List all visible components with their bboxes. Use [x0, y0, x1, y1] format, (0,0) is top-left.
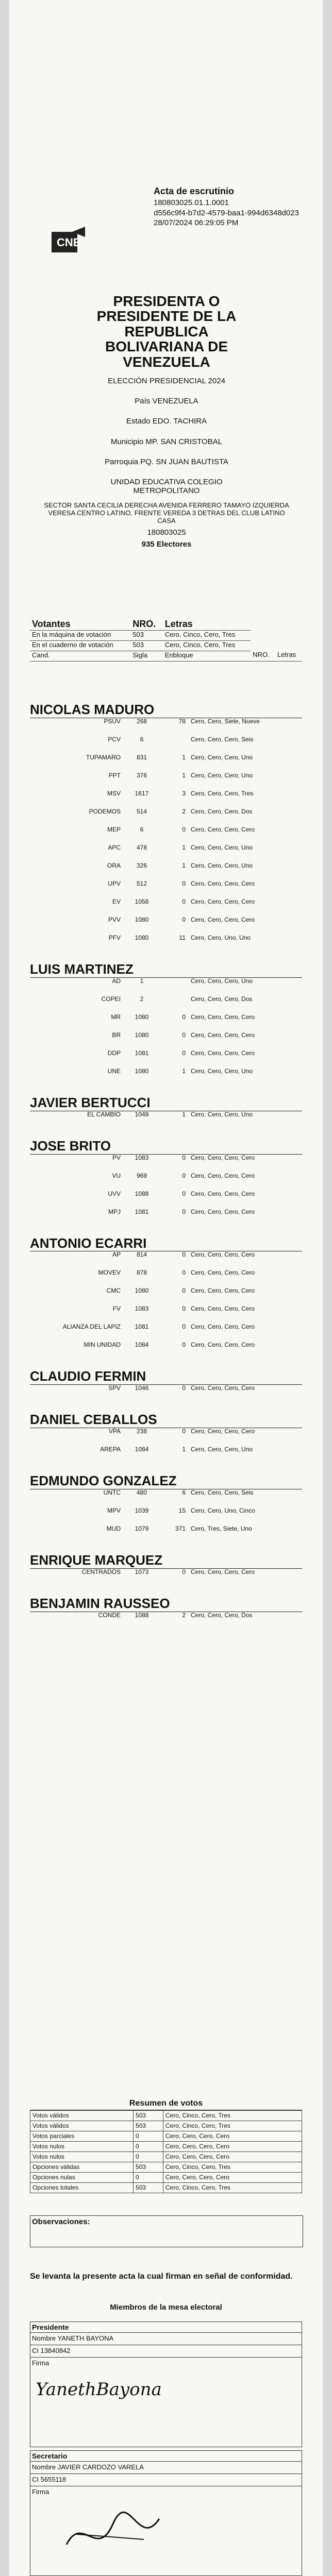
party-letras: Cero, Cero, Cero, Cero [191, 1049, 255, 1057]
party-nro: 15 [178, 1507, 186, 1515]
party-sigla: AREPA [100, 1446, 121, 1453]
party-sigla: CENTRADOS [81, 1568, 121, 1576]
party-row [30, 1428, 302, 1446]
party-nro: 0 [182, 1305, 186, 1313]
party-nro: 0 [182, 1049, 186, 1057]
table-row: En la máquina de votación 503 Cero, Cinco, Cero, Tres [30, 630, 302, 640]
party-nro: 1 [182, 1067, 186, 1075]
party-enbloque: 1058 [135, 897, 149, 905]
party-row [30, 1155, 302, 1173]
party-sigla: VPA [108, 1428, 121, 1435]
municipio: Municipio MP. SAN CRISTOBAL [110, 437, 223, 446]
party-sigla: PSUV [104, 717, 121, 725]
party-enbloque: 1039 [135, 1507, 149, 1515]
party-sigla: PFV [108, 934, 121, 941]
party-enbloque: 6 [140, 735, 144, 743]
candidate-name: BENJAMIN RAUSSEO [30, 1596, 302, 1612]
candidate-name: JOSE BRITO [30, 1139, 302, 1155]
party-sigla: APC [108, 843, 121, 851]
party-enbloque: 1080 [135, 934, 149, 941]
party-sigla: DDP [107, 1049, 121, 1057]
party-row [30, 1173, 302, 1191]
signature-icon [61, 2503, 164, 2565]
party-row [30, 754, 302, 772]
party-enbloque: 1080 [135, 916, 149, 923]
party-nro: 2 [182, 1611, 186, 1619]
party-row [30, 862, 302, 880]
observaciones-label: Observaciones: [32, 2217, 90, 2226]
party-sigla: MOVEV [98, 1269, 121, 1277]
direccion: SECTOR SANTA CECILIA DERECHA AVENIDA FERRERO TAMAYO IZQUIERDA VERESA CENTRO LATINO. FRENTE VEREDA 3 DETRAS DEL CLUB LATINO CASA [44, 501, 289, 524]
member-box [30, 2321, 302, 2447]
party-enbloque: 268 [136, 717, 147, 725]
centro-code: 180803025 [147, 528, 186, 537]
svg-text:CNE: CNE [57, 236, 81, 249]
title-line2: PRESIDENTE DE LA [96, 308, 237, 325]
party-row [30, 1324, 302, 1342]
party-letras: Cero, Cero, Cero, Cero [191, 1428, 255, 1435]
party-letras: Cero, Cero, Cero, Uno [191, 1446, 253, 1453]
acta-hash-short: d556c9f4-b7d2-4579-baa1-994d6348d023 [154, 208, 299, 217]
title-line5: VENEZUELA [123, 353, 210, 370]
candidate-name: ENRIQUE MARQUEZ [30, 1553, 302, 1569]
party-enbloque: 1073 [135, 1568, 149, 1576]
party-sigla: UNTC [103, 1489, 121, 1497]
party-sigla: CMC [106, 1287, 121, 1295]
party-enbloque: 1088 [135, 1190, 149, 1197]
party-sigla: FV [112, 1305, 121, 1313]
party-letras: Cero, Cero, Cero, Cero [191, 1269, 255, 1277]
party-sigla: BR [112, 1031, 121, 1039]
party-sigla: ALIANZA DEL LAPIZ [62, 1323, 121, 1331]
party-row [30, 1014, 302, 1032]
votantes-section [30, 618, 302, 662]
party-enbloque: 1081 [135, 1323, 149, 1331]
party-nro: 6 [182, 1489, 186, 1497]
party-letras: Cero, Cero, Cero, Uno [191, 843, 253, 851]
party-nro: 1 [182, 843, 186, 851]
party-row [30, 1385, 302, 1403]
party-sigla: PCV [108, 735, 121, 743]
party-enbloque: 878 [136, 1269, 147, 1277]
party-sigla: TUPAMARO [86, 753, 121, 761]
title-line1: PRESIDENTA O [113, 293, 220, 309]
party-sigla: MPV [107, 1507, 121, 1515]
member-role: Presidente [30, 2322, 302, 2333]
party-row [30, 826, 302, 844]
party-nro: 0 [182, 1384, 186, 1392]
party-letras: Cero, Cero, Cero, Cero [191, 1172, 255, 1179]
party-letras: Cero, Cero, Cero, Cero [191, 916, 255, 923]
cne-logo-icon [41, 211, 98, 268]
party-sigla: PPT [108, 771, 121, 779]
party-row [30, 1068, 302, 1086]
party-letras: Cero, Cero, Siete, Nueve [191, 717, 260, 725]
party-letras: Cero, Cero, Cero, Cero [191, 1251, 255, 1259]
party-sigla: SPV [108, 1384, 121, 1392]
candidate-name: DANIEL CEBALLOS [30, 1412, 302, 1428]
centro-line2: METROPOLITANO [133, 486, 200, 496]
member-ci: CI 13840842 [30, 2345, 302, 2358]
party-letras: Cero, Cero, Cero, Cero [191, 1568, 255, 1576]
party-letras: Cero, Cero, Cero, Seis [191, 1489, 254, 1497]
party-enbloque: 1046 [135, 1384, 149, 1392]
acta-title: Acta de escrutinio [154, 186, 235, 196]
party-nro: 0 [182, 1190, 186, 1197]
party-nro: 78 [178, 717, 186, 725]
party-sigla: EL CAMBIO [87, 1110, 121, 1118]
party-nro: 1 [182, 1110, 186, 1118]
candidate-name: LUIS MARTINEZ [30, 962, 302, 978]
acta-code: 180803025.01.1.0001 [154, 198, 229, 207]
table-row: Votos válidos 503 Cero, Cinco, Cero, Tres [30, 2121, 302, 2131]
acta-datetime: 28/07/2024 06:29:05 PM [154, 218, 239, 228]
party-enbloque: 376 [136, 771, 147, 779]
party-nro: 0 [182, 1154, 186, 1161]
party-letras: Cero, Cero, Cero, Cero [191, 1323, 255, 1331]
table-row: Votos nulos 0 Cero, Cero, Cero, Cero [30, 2152, 302, 2162]
party-sigla: AD [112, 977, 121, 985]
party-sigla: PVV [108, 916, 121, 923]
party-row [30, 718, 302, 736]
party-letras: Cero, Cero, Cero, Tres [191, 789, 254, 797]
party-letras: Cero, Cero, Cero, Dos [191, 1611, 253, 1619]
signature-area [30, 2498, 302, 2575]
party-row [30, 1209, 302, 1227]
party-row [30, 1269, 302, 1287]
party-letras: Cero, Cero, Uno, Cinco [191, 1507, 255, 1515]
party-row [30, 1489, 302, 1507]
party-row [30, 808, 302, 826]
pais: País VENEZUELA [135, 397, 198, 406]
party-sigla: MIN UNIDAD [84, 1341, 121, 1349]
party-letras: Cero, Cero, Cero, Cero [191, 879, 255, 887]
party-row [30, 1191, 302, 1209]
party-nro: 371 [175, 1525, 186, 1533]
party-enbloque: 1083 [135, 1154, 149, 1161]
col-votantes: Votantes [30, 618, 130, 630]
party-letras: Cero, Cero, Cero, Cero [191, 1341, 255, 1349]
party-nro: 0 [182, 879, 186, 887]
table-row: Votos parciales 0 Cero, Cero, Cero, Cero [30, 2131, 302, 2142]
party-sigla: UNE [107, 1067, 121, 1075]
party-row [30, 996, 302, 1014]
declaracion: Se levanta la presente acta la cual firman en señal de conformidad. [30, 2272, 293, 2281]
party-enbloque: 1081 [135, 1049, 149, 1057]
party-enbloque: 1081 [135, 1208, 149, 1215]
electores: 935 Electores [141, 539, 192, 549]
title-block [40, 294, 293, 549]
party-sigla: AP [112, 1251, 121, 1259]
party-row [30, 1507, 302, 1526]
party-nro: 0 [182, 1251, 186, 1259]
party-row [30, 978, 302, 996]
candidate-name: NICOLAS MADURO [30, 702, 302, 718]
title-line3: REPUBLICA [124, 323, 209, 340]
party-letras: Cero, Cero, Cero, Uno [191, 977, 253, 985]
party-sigla: UVV [108, 1190, 121, 1197]
party-row [30, 1251, 302, 1269]
party-sigla: MEP [107, 825, 121, 833]
party-row [30, 1612, 302, 1630]
party-nro: 0 [182, 1172, 186, 1179]
party-enbloque: 1 [140, 977, 144, 985]
member-box [30, 2450, 302, 2576]
party-letras: Cero, Cero, Cero, Dos [191, 807, 253, 815]
party-row [30, 1287, 302, 1306]
party-nro: 0 [182, 1323, 186, 1331]
party-sigla: MPJ [108, 1208, 121, 1215]
party-nro: 1 [182, 861, 186, 869]
table-subhead: Cand. Sigla Enbloque NRO. Letras [30, 651, 302, 661]
party-enbloque: 1049 [135, 1110, 149, 1118]
party-row [30, 1342, 302, 1360]
party-letras: Cero, Cero, Cero, Cero [191, 1154, 255, 1161]
party-nro: 0 [182, 897, 186, 905]
party-nro: 0 [182, 1269, 186, 1277]
party-letras: Cero, Cero, Cero, Uno [191, 753, 253, 761]
table-row: Opciones totales 503 Cero, Cinco, Cero, Tres [30, 2183, 302, 2193]
election-name: ELECCIÓN PRESIDENCIAL 2024 [108, 376, 225, 385]
party-sigla: MR [111, 1013, 121, 1021]
member-role: Secretario [30, 2451, 302, 2462]
party-enbloque: 1084 [135, 1446, 149, 1453]
party-letras: Cero, Cero, Cero, Uno [191, 1067, 253, 1075]
table-row: Votos nulos 0 Cero, Cero, Cero, Cero [30, 2142, 302, 2152]
party-letras: Cero, Tres, Siete, Uno [191, 1525, 252, 1533]
votantes-table [30, 618, 302, 662]
signature-text: YanethBayona [36, 2379, 162, 2400]
party-nro: 1 [182, 753, 186, 761]
party-enbloque: 1080 [135, 1067, 149, 1075]
party-row [30, 899, 302, 917]
party-enbloque: 1088 [135, 1611, 149, 1619]
party-letras: Cero, Cero, Cero, Cero [191, 1031, 255, 1039]
party-nro: 0 [182, 1287, 186, 1295]
party-letras: Cero, Cero, Cero, Uno [191, 861, 253, 869]
party-letras: Cero, Cero, Cero, Cero [191, 1208, 255, 1215]
party-nro: 0 [182, 1031, 186, 1039]
party-row [30, 790, 302, 808]
candidate-name: JAVIER BERTUCCI [30, 1095, 302, 1111]
table-row: En el cuaderno de votación 503 Cero, Cinco, Cero, Tres [30, 640, 302, 651]
party-letras: Cero, Cero, Cero, Uno [191, 771, 253, 779]
party-sigla: UPV [108, 879, 121, 887]
party-row [30, 880, 302, 899]
party-sigla: COPEI [101, 995, 121, 1003]
resumen-title: Resumen de votos [30, 2099, 302, 2110]
party-enbloque: 6 [140, 825, 144, 833]
party-sigla: PV [112, 1154, 121, 1161]
party-enbloque: 2 [140, 995, 144, 1003]
party-letras: Cero, Cero, Cero, Cero [191, 1384, 255, 1392]
party-letras: Cero, Cero, Uno, Uno [191, 934, 251, 941]
member-nombre: Nombre YANETH BAYONA [30, 2333, 302, 2345]
party-nro: 0 [182, 1428, 186, 1435]
party-row [30, 1032, 302, 1050]
party-nro: 0 [182, 1208, 186, 1215]
party-enbloque: 512 [136, 879, 147, 887]
party-enbloque: 1617 [135, 789, 149, 797]
party-enbloque: 238 [136, 1428, 147, 1435]
party-row [30, 844, 302, 862]
party-letras: Cero, Cero, Cero, Cero [191, 1305, 255, 1313]
col-letras: Letras [163, 618, 251, 630]
party-nro: 3 [182, 789, 186, 797]
acta-header [154, 185, 303, 228]
party-enbloque: 1079 [135, 1525, 149, 1533]
party-letras: Cero, Cero, Cero, Cero [191, 1287, 255, 1295]
table-row: Opciones válidas 503 Cero, Cinco, Cero, Tres [30, 2162, 302, 2173]
party-nro: 2 [182, 807, 186, 815]
mesa-title: Miembros de la mesa electoral [110, 2303, 222, 2312]
centro-line1: UNIDAD EDUCATIVA COLEGIO [110, 478, 223, 487]
party-row [30, 1569, 302, 1587]
party-letras: Cero, Cero, Cero, Seis [191, 735, 254, 743]
col-nro: NRO. [130, 618, 162, 630]
party-row [30, 1050, 302, 1068]
resumen-table [30, 2110, 302, 2193]
party-enbloque: 1080 [135, 1013, 149, 1021]
party-nro: 0 [182, 1568, 186, 1576]
party-enbloque: 1080 [135, 1031, 149, 1039]
party-letras: Cero, Cero, Cero, Uno [191, 1110, 253, 1118]
party-nro: 0 [182, 825, 186, 833]
table-row: Votos válidos 503 Cero, Cinco, Cero, Tres [30, 2111, 302, 2121]
member-nombre: Nombre JAVIER CARDOZO VARELA [30, 2462, 302, 2474]
party-enbloque: 514 [136, 807, 147, 815]
members-list [30, 2318, 302, 2576]
party-row [30, 1526, 302, 1544]
party-row [30, 935, 302, 953]
party-sigla: PODEMOS [89, 807, 121, 815]
party-row [30, 1306, 302, 1324]
party-sigla: CONDE [98, 1611, 121, 1619]
party-enbloque: 831 [136, 753, 147, 761]
member-ci: CI 5655118 [30, 2474, 302, 2486]
party-enbloque: 480 [136, 1489, 147, 1497]
observaciones-box [30, 2215, 303, 2247]
party-nro: 0 [182, 1341, 186, 1349]
acta-receipt [9, 0, 323, 2576]
candidate-name: CLAUDIO FERMIN [30, 1369, 302, 1385]
party-letras: Cero, Cero, Cero, Cero [191, 825, 255, 833]
party-row [30, 736, 302, 754]
party-enbloque: 1083 [135, 1305, 149, 1313]
party-enbloque: 1084 [135, 1341, 149, 1349]
party-letras: Cero, Cero, Cero, Dos [191, 995, 253, 1003]
party-row [30, 1446, 302, 1464]
candidates-list [30, 693, 302, 1630]
party-row [30, 1111, 302, 1129]
title-line4: BOLIVARIANA DE [105, 338, 228, 355]
party-enbloque: 969 [136, 1172, 147, 1179]
party-sigla: EV [112, 897, 121, 905]
party-enbloque: 478 [136, 843, 147, 851]
party-nro: 1 [182, 771, 186, 779]
party-enbloque: 326 [136, 861, 147, 869]
party-sigla: MSV [107, 789, 121, 797]
parroquia: Parroquia PQ. SN JUAN BAUTISTA [105, 457, 228, 466]
estado: Estado EDO. TACHIRA [126, 417, 207, 426]
member-firma-label: Firma [32, 2359, 49, 2367]
party-row [30, 772, 302, 790]
candidate-name: ANTONIO ECARRI [30, 1236, 302, 1252]
party-nro: 0 [182, 1013, 186, 1021]
candidate-name: EDMUNDO GONZALEZ [30, 1473, 302, 1489]
party-letras: Cero, Cero, Cero, Cero [191, 1013, 255, 1021]
party-letras: Cero, Cero, Cero, Cero [191, 897, 255, 905]
table-row: Opciones nulas 0 Cero, Cero, Cero, Cero [30, 2173, 302, 2183]
party-nro: 1 [182, 1446, 186, 1453]
party-nro: 11 [179, 934, 186, 941]
signature-area [30, 2369, 302, 2447]
party-sigla: ORA [107, 861, 121, 869]
party-nro: 0 [182, 916, 186, 923]
party-letras: Cero, Cero, Cero, Cero [191, 1190, 255, 1197]
party-enbloque: 814 [136, 1251, 147, 1259]
party-sigla: MUD [106, 1525, 121, 1533]
party-row [30, 917, 302, 935]
party-enbloque: 1080 [135, 1287, 149, 1295]
party-sigla: VU [112, 1172, 121, 1179]
member-firma-label: Firma [32, 2487, 49, 2496]
resumen-section [30, 2092, 302, 2193]
